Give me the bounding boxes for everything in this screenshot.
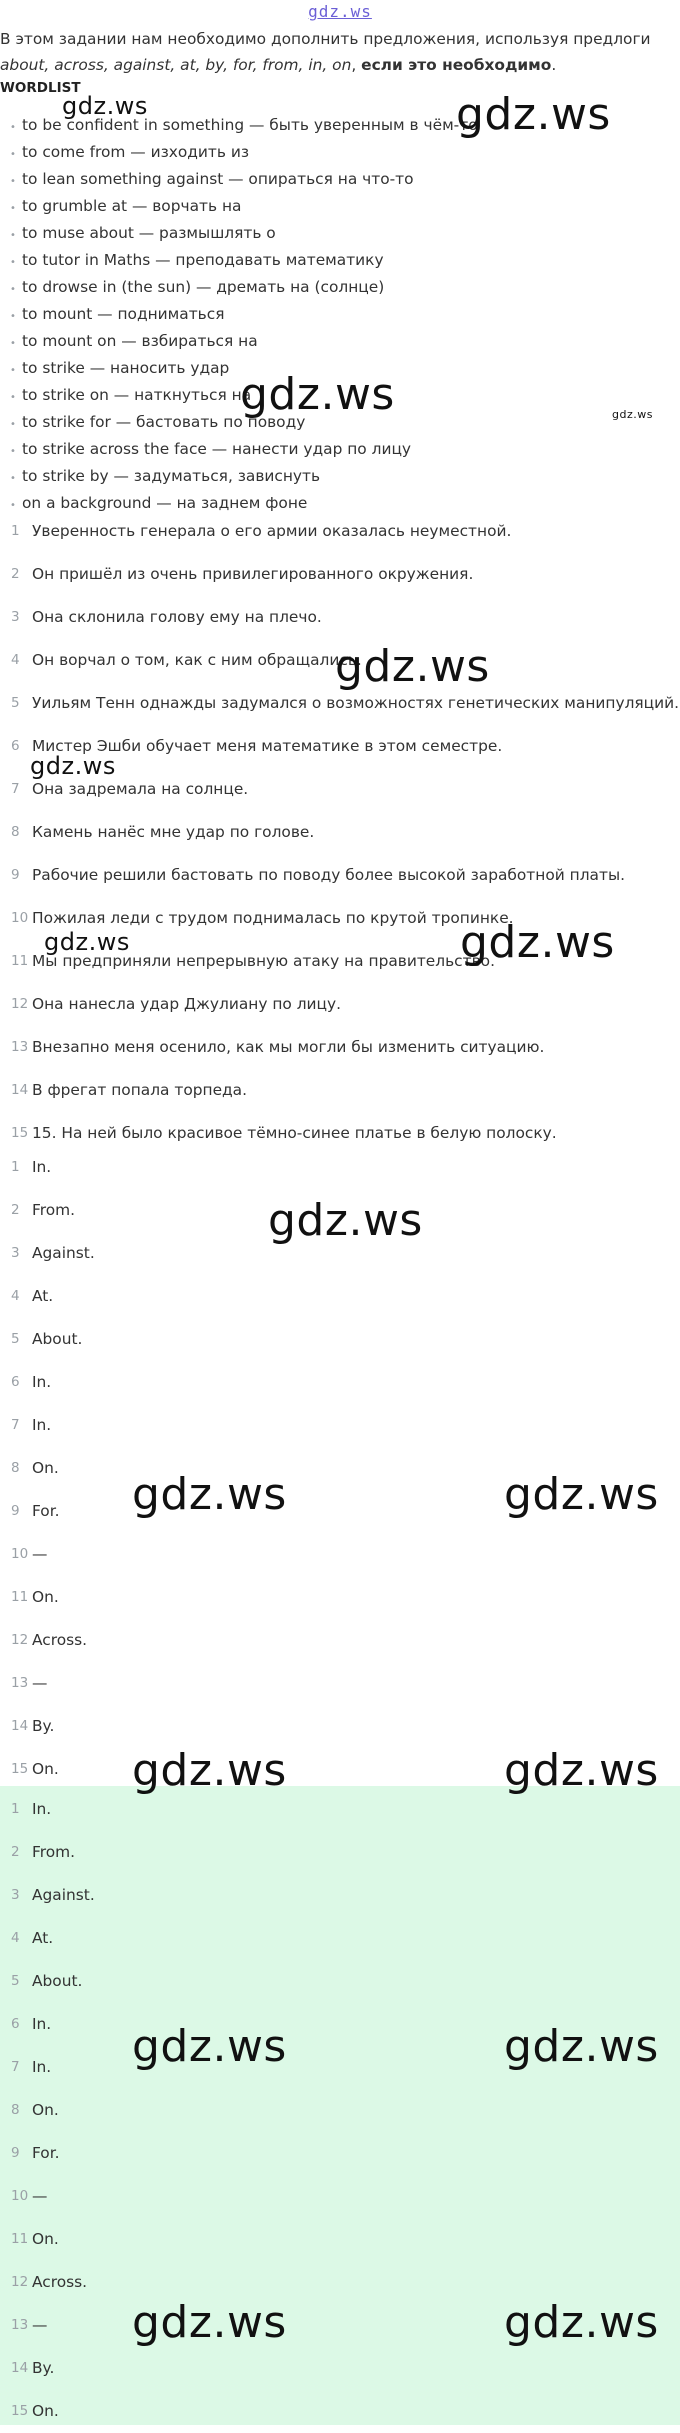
wordlist-item-text: to strike by — задуматься, зависнуть: [22, 467, 321, 485]
item-text: In.: [32, 1416, 52, 1434]
item-text: Мы предприняли непрерывную атаку на правительство.: [32, 952, 495, 970]
item-number: 9: [11, 2145, 20, 2161]
wordlist-item-text: to strike across the face — нанести удар по лицу: [22, 440, 412, 458]
item-number: 11: [11, 2231, 29, 2247]
item-text: In.: [32, 1800, 52, 1818]
item-text: About.: [32, 1972, 83, 1990]
bullet-icon: •: [10, 446, 16, 457]
item-number: 8: [11, 824, 20, 840]
wordlist-item-text: to muse about — размышлять о: [22, 224, 276, 242]
item-text: In.: [32, 2058, 52, 2076]
item-text: In.: [32, 2015, 52, 2033]
watermark: gdz.ws: [460, 917, 615, 968]
item-number: 5: [11, 695, 20, 711]
item-number: 5: [11, 1973, 20, 1989]
item-number: 10: [11, 2188, 29, 2204]
item-text: In.: [32, 1373, 52, 1391]
item-text: At.: [32, 1929, 54, 1947]
wordlist-item: [10, 193, 241, 220]
watermark: gdz.ws: [132, 2297, 287, 2348]
watermark: gdz.ws: [30, 752, 116, 780]
item-text: —: [32, 1545, 48, 1563]
wordlist-item-text: to drowse in (the sun) — дремать на (солнце): [22, 278, 385, 296]
item-text: Across.: [32, 1631, 88, 1649]
item-text: At.: [32, 1287, 54, 1305]
item-text: —: [32, 2316, 48, 2334]
item-text: Рабочие решили бастовать по поводу более высокой заработной платы.: [32, 866, 625, 884]
item-number: 9: [11, 1503, 20, 1519]
bullet-icon: •: [10, 473, 16, 484]
item-text: About.: [32, 1330, 83, 1348]
item-number: 3: [11, 1245, 20, 1261]
item-number: 7: [11, 781, 20, 797]
wordlist-title: WORDLIST: [0, 80, 81, 96]
item-text: From.: [32, 1843, 76, 1861]
item-number: 11: [11, 953, 29, 969]
item-number: 6: [11, 1374, 20, 1390]
item-text: On.: [32, 2101, 59, 2119]
item-text: Мистер Эшби обучает меня математике в этом семестре.: [32, 737, 503, 755]
item-text: Against.: [32, 1244, 95, 1262]
item-number: 12: [11, 996, 29, 1012]
item-number: 2: [11, 566, 20, 582]
bullet-icon: •: [10, 500, 16, 511]
watermark: gdz.ws: [240, 369, 395, 420]
item-text: Она задремала на солнце.: [32, 780, 249, 798]
bullet-icon: •: [10, 365, 16, 376]
item-number: 15: [11, 2403, 29, 2419]
item-text: On.: [32, 1760, 59, 1778]
item-text: On.: [32, 2402, 59, 2420]
wordlist-item-text: to strike on — наткнуться на: [22, 386, 252, 404]
wordlist-item-text: to mount — подниматься: [22, 305, 225, 323]
intro-sep: ,: [351, 56, 362, 74]
item-text: Уверенность генерала о его армии оказалась неуместной.: [32, 522, 512, 540]
item-text: For.: [32, 1502, 60, 1520]
wordlist-item: [10, 436, 411, 463]
item-number: 6: [11, 2016, 20, 2032]
wordlist-item: [10, 247, 384, 274]
wordlist-item-text: to strike — наносить удар: [22, 359, 230, 377]
item-number: 13: [11, 2317, 29, 2333]
wordlist-item-text: to strike for — бастовать по поводу: [22, 413, 306, 431]
wordlist-item: [10, 355, 229, 382]
item-text: 15. На ней было красивое тёмно-синее платье в белую полоску.: [32, 1124, 557, 1142]
item-text: For.: [32, 2144, 60, 2162]
item-number: 9: [11, 867, 20, 883]
watermark: gdz.ws: [456, 89, 611, 140]
item-text: Камень нанёс мне удар по голове.: [32, 823, 315, 841]
wordlist-item-text: to be confident in something — быть уверенным в чём-то: [22, 116, 478, 134]
wordlist-item-text: on a background — на заднем фоне: [22, 494, 308, 512]
wordlist-item: [10, 220, 276, 247]
watermark: gdz.ws: [504, 1469, 659, 1520]
item-text: On.: [32, 2230, 59, 2248]
item-number: 1: [11, 1159, 20, 1175]
watermark: gdz.ws: [504, 2297, 659, 2348]
item-number: 8: [11, 1460, 20, 1476]
bullet-icon: •: [10, 338, 16, 349]
item-number: 4: [11, 1288, 20, 1304]
item-number: 13: [11, 1675, 29, 1691]
item-number: 14: [11, 1082, 29, 1098]
wordlist-item: [10, 463, 320, 490]
wordlist-item-text: to tutor in Maths — преподавать математику: [22, 251, 384, 269]
item-number: 1: [11, 1801, 20, 1817]
intro-prepositions: about, across, against, at, by, for, from, in, on: [0, 56, 352, 74]
wordlist-item-text: to lean something against — опираться на что-то: [22, 170, 414, 188]
bullet-icon: •: [10, 392, 16, 403]
item-number: 7: [11, 2059, 20, 2075]
item-number: 7: [11, 1417, 20, 1433]
item-number: 2: [11, 1202, 20, 1218]
bullet-icon: •: [10, 419, 16, 430]
item-number: 10: [11, 1546, 29, 1562]
wordlist-item-text: to come from — изходить из: [22, 143, 250, 161]
item-number: 11: [11, 1589, 29, 1605]
bullet-icon: •: [10, 311, 16, 322]
item-number: 13: [11, 1039, 29, 1055]
item-number: 15: [11, 1761, 29, 1777]
item-number: 5: [11, 1331, 20, 1347]
watermark: gdz.ws: [335, 641, 490, 692]
item-text: Он ворчал о том, как с ним обращались.: [32, 651, 362, 669]
bullet-icon: •: [10, 284, 16, 295]
item-number: 3: [11, 1887, 20, 1903]
wordlist-item-text: to mount on — взбираться на: [22, 332, 258, 350]
intro-bold: если это необходимо: [361, 56, 552, 74]
wordlist-item: [10, 166, 414, 193]
item-text: By.: [32, 2359, 55, 2377]
item-text: Across.: [32, 2273, 88, 2291]
wordlist-item-text: to grumble at — ворчать на: [22, 197, 242, 215]
item-number: 8: [11, 2102, 20, 2118]
intro-end: .: [551, 56, 557, 74]
bullet-icon: •: [10, 203, 16, 214]
wordlist-item: [10, 274, 384, 301]
item-number: 4: [11, 652, 20, 668]
watermark: gdz.ws: [62, 92, 148, 120]
intro-lead: В этом задании нам необходимо дополнить предложения, используя предлоги: [0, 30, 651, 48]
task-intro: [0, 26, 676, 78]
item-text: Уильям Тенн однажды задумался о возможностях генетических манипуляций.: [32, 694, 680, 712]
bullet-icon: •: [10, 122, 16, 133]
watermark: gdz.ws: [504, 2021, 659, 2072]
wordlist-item: [10, 139, 249, 166]
item-text: Она склонила голову ему на плечо.: [32, 608, 322, 626]
item-number: 3: [11, 609, 20, 625]
watermark: gdz.ws: [612, 408, 653, 421]
item-text: Она нанесла удар Джулиану по лицу.: [32, 995, 342, 1013]
item-text: —: [32, 2187, 48, 2205]
wordlist-item: [10, 328, 258, 355]
item-text: From.: [32, 1201, 76, 1219]
watermark: gdz.ws: [132, 2021, 287, 2072]
item-text: On.: [32, 1459, 59, 1477]
item-text: On.: [32, 1588, 59, 1606]
item-text: In.: [32, 1158, 52, 1176]
item-number: 14: [11, 2360, 29, 2376]
bullet-icon: •: [10, 149, 16, 160]
wordlist-item: [10, 301, 224, 328]
item-number: 15: [11, 1125, 29, 1141]
watermark: gdz.ws: [268, 1195, 423, 1246]
watermark: gdz.ws: [132, 1745, 287, 1796]
item-text: Внезапно меня осенило, как мы могли бы изменить ситуацию.: [32, 1038, 545, 1056]
item-number: 14: [11, 1718, 29, 1734]
watermark: gdz.ws: [504, 1745, 659, 1796]
item-text: Пожилая леди с трудом поднималась по крутой тропинке.: [32, 909, 514, 927]
item-number: 2: [11, 1844, 20, 1860]
item-text: Он пришёл из очень привилегированного окружения.: [32, 565, 474, 583]
item-text: By.: [32, 1717, 55, 1735]
watermark: gdz.ws: [132, 1469, 287, 1520]
bullet-icon: •: [10, 257, 16, 268]
wordlist-item: [10, 382, 251, 409]
item-number: 12: [11, 2274, 29, 2290]
item-text: —: [32, 1674, 48, 1692]
watermark: gdz.ws: [44, 928, 130, 956]
item-text: Against.: [32, 1886, 95, 1904]
item-number: 12: [11, 1632, 29, 1648]
item-number: 4: [11, 1930, 20, 1946]
item-text: В фрегат попала торпеда.: [32, 1081, 248, 1099]
bullet-icon: •: [10, 230, 16, 241]
site-logo[interactable]: gdz.ws: [308, 2, 372, 21]
item-number: 6: [11, 738, 20, 754]
item-number: 1: [11, 523, 20, 539]
item-number: 10: [11, 910, 29, 926]
bullet-icon: •: [10, 176, 16, 187]
